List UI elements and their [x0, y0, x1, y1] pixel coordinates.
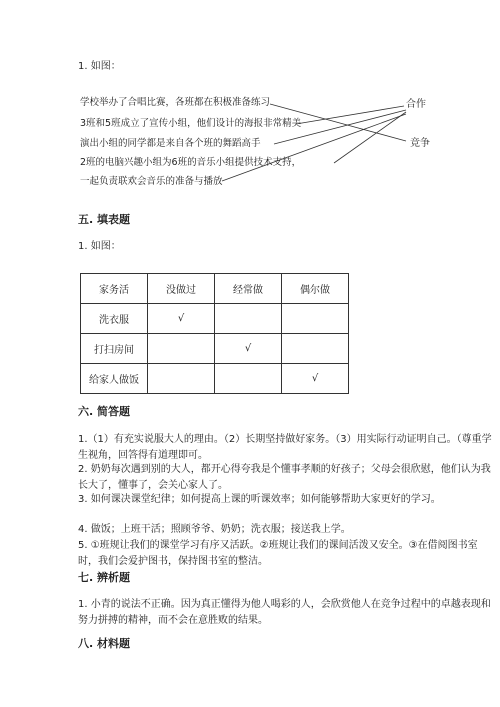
section-5-heading: 五. 填表题 [78, 213, 131, 226]
check-cell [148, 364, 215, 394]
match-line-5 [222, 114, 406, 181]
label-cooperate: 合作 [406, 99, 426, 110]
header-chore: 家务活 [81, 274, 148, 304]
check-mark: √ [148, 304, 215, 334]
table-row [81, 364, 349, 394]
header-sometimes: 偶尔做 [282, 274, 349, 304]
check-cell [148, 334, 215, 364]
matching-sentence-3: 演出小组的同学都是来自各个班的舞蹈高手 [80, 138, 261, 149]
match-line-1 [270, 104, 406, 141]
header-never: 没做过 [148, 274, 215, 304]
check-cell [215, 364, 282, 394]
answer-2: 2. 奶奶每次遇到别的大人，都开心得夸我是个懂事孝顺的好孩子；父母会很欣慰，他们认为我长大了，懂事了，会关心家人了。 [78, 464, 491, 491]
matching-sentence-5: 一起负责联欢会音乐的准备与播放 [80, 176, 223, 187]
match-line-3 [274, 110, 406, 144]
section-7-heading: 七. 辨析题 [78, 571, 131, 584]
chores-table [80, 273, 349, 394]
answer-5: 5. ①班规让我们的课堂学习有序又活跃。②班规让我们的课间活泼又安全。③在借阅图书室时，我们会爱护图书，保持图书室的整洁。 [78, 540, 478, 567]
check-cell [215, 304, 282, 334]
table-row [81, 304, 349, 334]
matching-sentence-2: 3班和5班成立了宣传小组，他们设计的海报非常精美 [80, 118, 302, 129]
check-cell [282, 334, 349, 364]
section-8-heading: 八. 材料题 [78, 637, 131, 650]
row-label: 给家人做饭 [81, 364, 148, 394]
section-6-heading: 六. 简答题 [78, 405, 131, 418]
matching-item-number: 1. 如图： [78, 61, 121, 72]
row-label: 打扫房间 [81, 334, 148, 364]
answer-1: 1.（1）有充实说服大人的理由。（2）长期坚持做好家务。（3）用实际行动证明自己。（尊重学生视角，回答得有道理即可。 [78, 434, 492, 461]
label-compete: 竞争 [410, 138, 430, 149]
answer-4: 4. 做饭；上班干活；照顾爷爷、奶奶；洗衣服；接送我上学。 [78, 524, 351, 535]
row-label: 洗衣服 [81, 304, 148, 334]
table-header-row [81, 274, 349, 304]
header-often: 经常做 [215, 274, 282, 304]
analysis-answer: 1. 小青的说法不正确。因为真正懂得为他人喝彩的人，会欣赏他人在竞争过程中的卓越表现和努力拼搏的精神，而不会在意胜败的结果。 [78, 599, 491, 626]
check-cell [282, 304, 349, 334]
answer-3: 3. 如何课决课堂纪律；如何提高上课的听课效率；如何能够帮助大家更好的学习。 [78, 494, 441, 505]
table-row [81, 334, 349, 364]
table-item-number: 1. 如图： [78, 241, 121, 252]
check-mark: √ [215, 334, 282, 364]
check-mark: √ [282, 364, 349, 394]
matching-sentence-4: 2班的电脑兴趣小组为6班的音乐小组提供技术支持， [80, 157, 302, 168]
matching-sentence-1: 学校举办了合唱比赛，各班都在积极准备练习 [80, 97, 271, 108]
